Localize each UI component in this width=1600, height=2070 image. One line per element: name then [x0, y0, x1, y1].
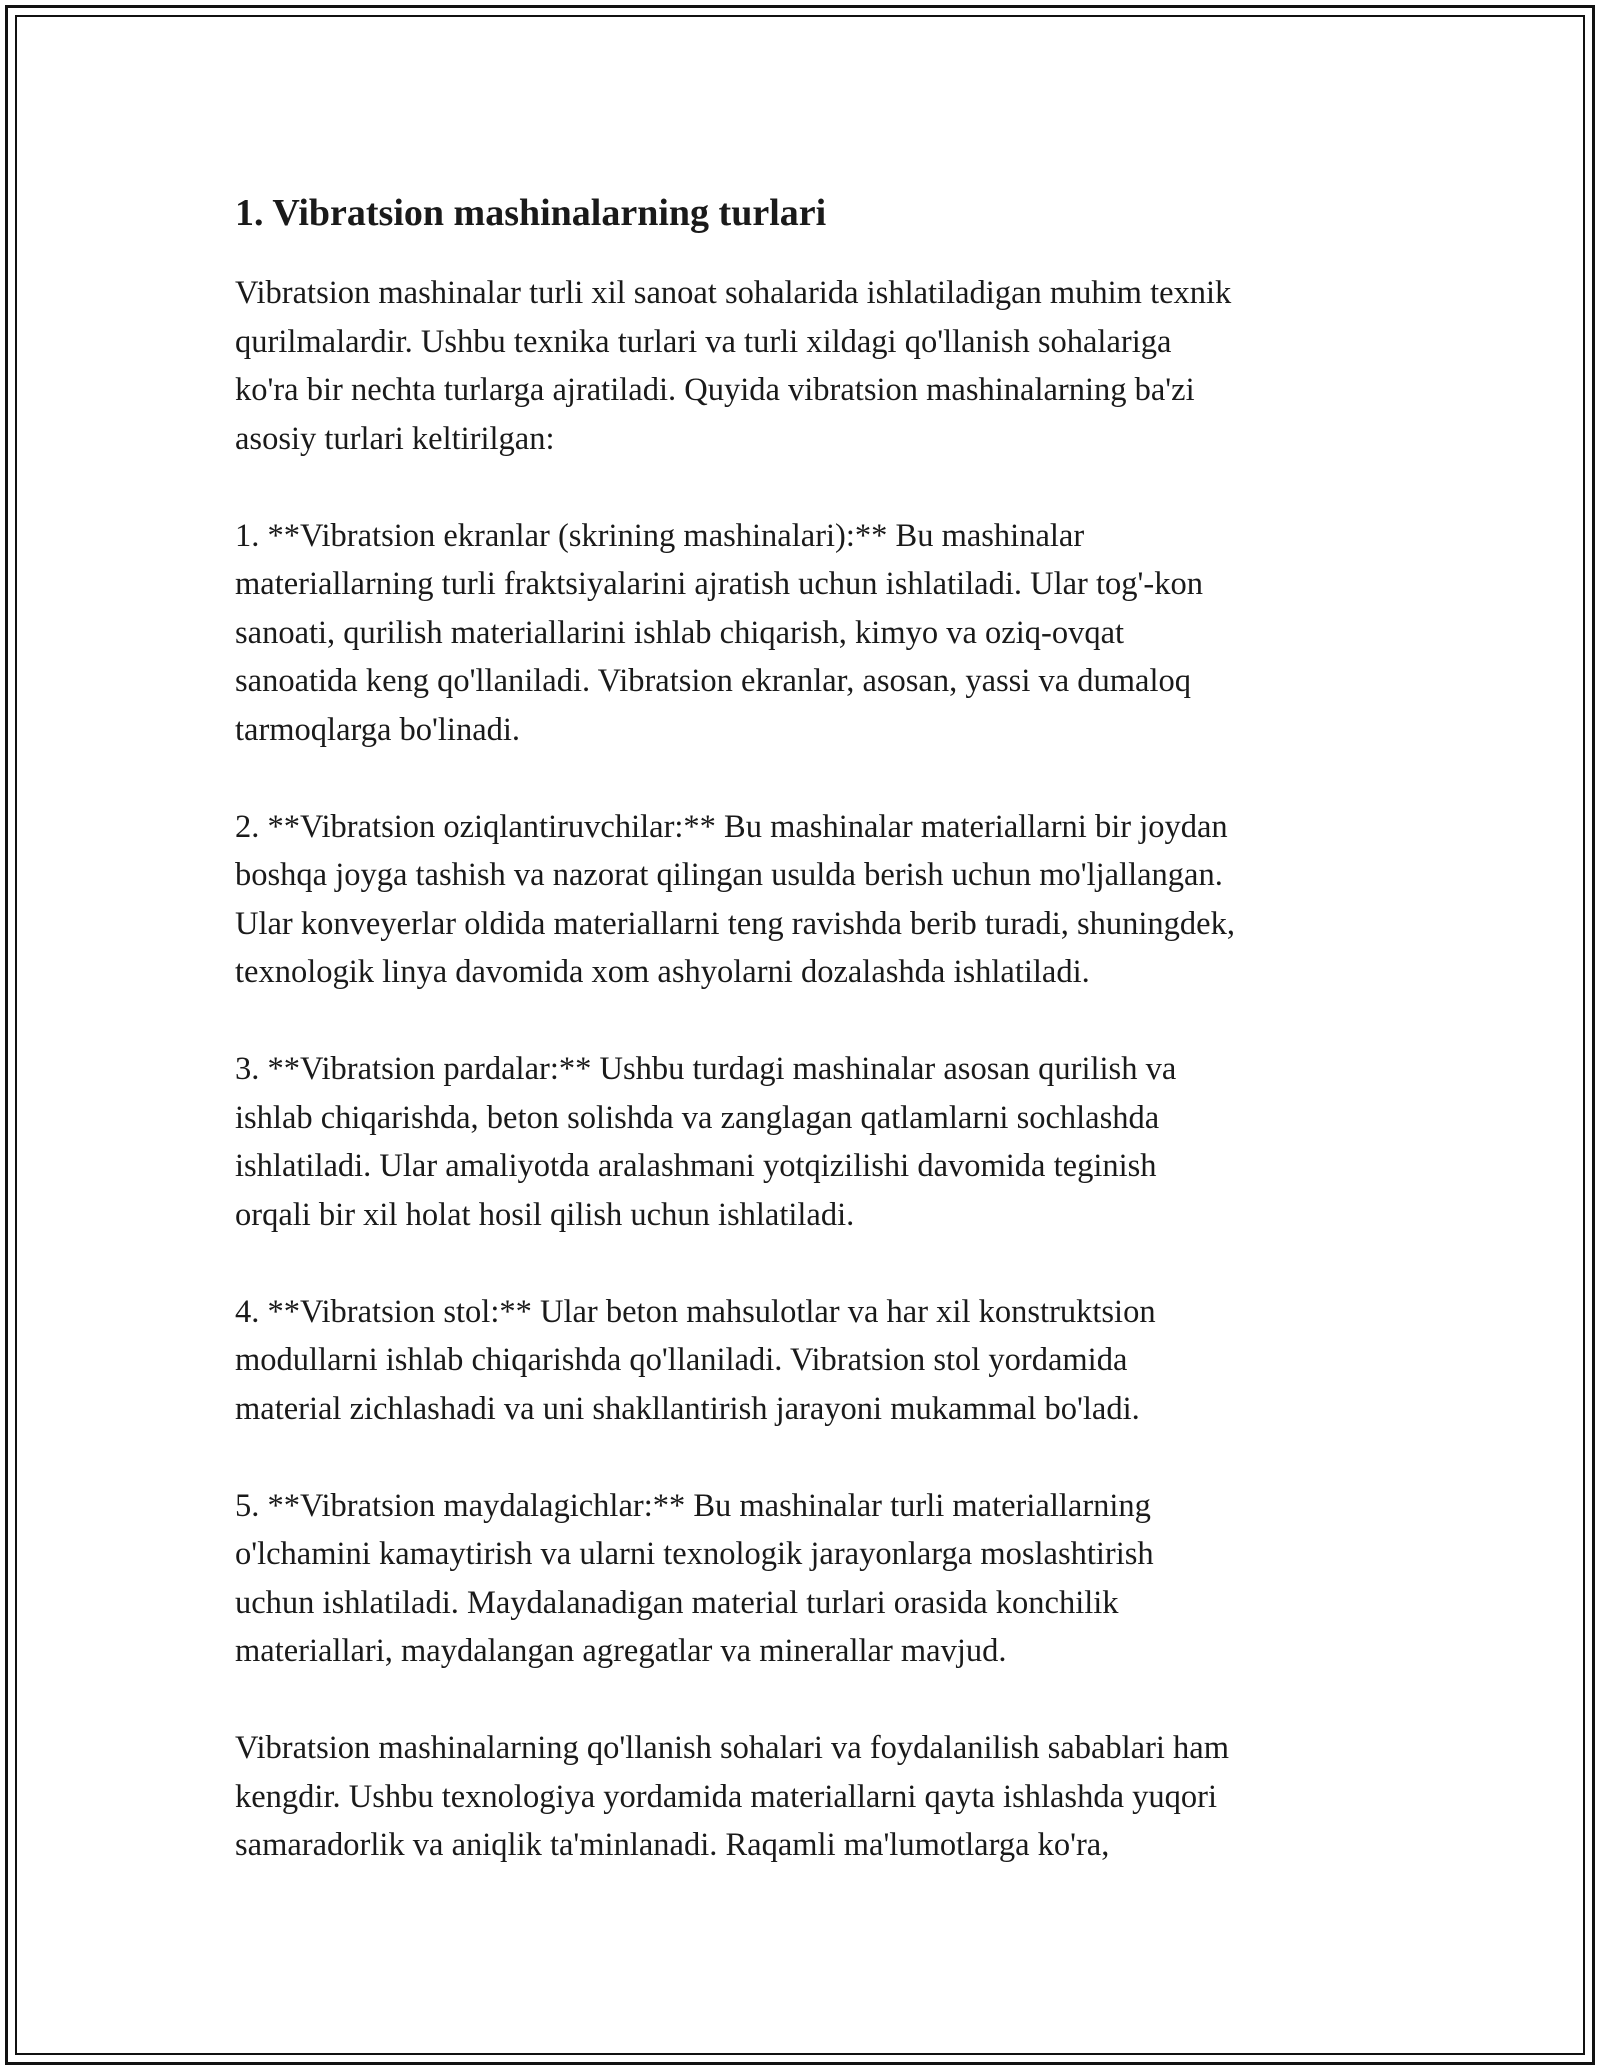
paragraph-closing — [235, 1724, 1375, 1870]
paragraph-item-2 — [235, 803, 1375, 997]
text-line: Vibratsion mashinalar turli xil sanoat sohalarida ishlatiladigan muhim texnik — [235, 275, 1232, 311]
text-line: kengdir. Ushbu texnologiya yordamida materiallarni qayta ishlashda yuqori — [235, 1778, 1217, 1815]
paragraph-item-5 — [235, 1482, 1375, 1676]
text-line: boshqa joyga tashish va nazorat qilingan usulda berish uchun mo'ljallangan. — [235, 857, 1223, 893]
text-line: ishlab chiqarishda, beton solishda va zanglagan qatlamlarni sochlashda — [235, 1099, 1160, 1136]
paragraph-intro — [235, 269, 1375, 463]
text-line: 1. **Vibratsion ekranlar (skrining mashinalari):** Bu mashinalar — [235, 517, 1085, 554]
text-line: material zichlashadi va uni shakllantirish jarayoni mukammal bo'ladi. — [235, 1390, 1140, 1427]
text-line: samaradorlik va aniqlik ta'minlanadi. Raqamli ma'lumotlarga ko'ra, — [235, 1827, 1110, 1863]
text-line: texnologik linya davomida xom ashyolarni dozalashda ishlatiladi. — [235, 954, 1090, 990]
text-line: 2. **Vibratsion oziqlantiruvchilar:** Bu mashinalar materiallarni bir joydan — [235, 808, 1228, 845]
text-line: asosiy turlari keltirilgan: — [235, 420, 555, 457]
text-line: 5. **Vibratsion maydalagichlar:** Bu mashinalar turli materiallarning — [235, 1487, 1151, 1524]
text-line: o'lchamini kamaytirish va ularni texnologik jarayonlarga moslashtirish — [235, 1536, 1154, 1572]
text-line: qurilmalardir. Ushbu texnika turlari va turli xildagi qo'llanish sohalariga — [235, 323, 1172, 360]
paragraph-item-3 — [235, 1045, 1375, 1239]
document-title: 1. Vibratsion mashinalarning turlari — [235, 192, 827, 234]
text-line: modullarni ishlab chiqarishda qo'llaniladi. Vibratsion stol yordamida — [235, 1342, 1128, 1378]
text-line: Ular konveyerlar oldida materiallarni teng ravishda berib turadi, shuningdek, — [235, 905, 1235, 942]
text-line: ishlatiladi. Ular amaliyotda aralashmani yotqizilishi davomida teginish — [235, 1148, 1157, 1184]
paragraph-item-1 — [235, 512, 1375, 755]
text-line: sanoati, qurilish materiallarini ishlab chiqarish, kimyo va oziq-ovqat — [235, 614, 1125, 651]
text-line: Vibratsion mashinalarning qo'llanish sohalari va foydalanilish sabablari ham — [235, 1730, 1230, 1766]
text-line: materiallarning turli fraktsiyalarini ajratish uchun ishlatiladi. Ular tog'-kon — [235, 566, 1203, 602]
text-line: tarmoqlarga bo'linadi. — [235, 711, 521, 748]
text-line: materiallari, maydalangan agregatlar va minerallar mavjud. — [235, 1633, 1007, 1669]
paragraph-item-4 — [235, 1288, 1375, 1434]
text-line: orqali bir xil holat hosil qilish uchun ishlatiladi. — [235, 1196, 855, 1233]
text-line: uchun ishlatiladi. Maydalanadigan material turlari orasida konchilik — [235, 1584, 1119, 1621]
document-body — [235, 183, 1375, 1870]
text-line: 4. **Vibratsion stol:** Ular beton mahsulotlar va har xil konstruktsion — [235, 1293, 1156, 1330]
text-line: ko'ra bir nechta turlarga ajratiladi. Quyida vibratsion mashinalarning ba'zi — [235, 372, 1195, 408]
text-line: sanoatida keng qo'llaniladi. Vibratsion ekranlar, asosan, yassi va dumaloq — [235, 663, 1192, 699]
text-line: 3. **Vibratsion pardalar:** Ushbu turdagi mashinalar asosan qurilish va — [235, 1051, 1177, 1087]
